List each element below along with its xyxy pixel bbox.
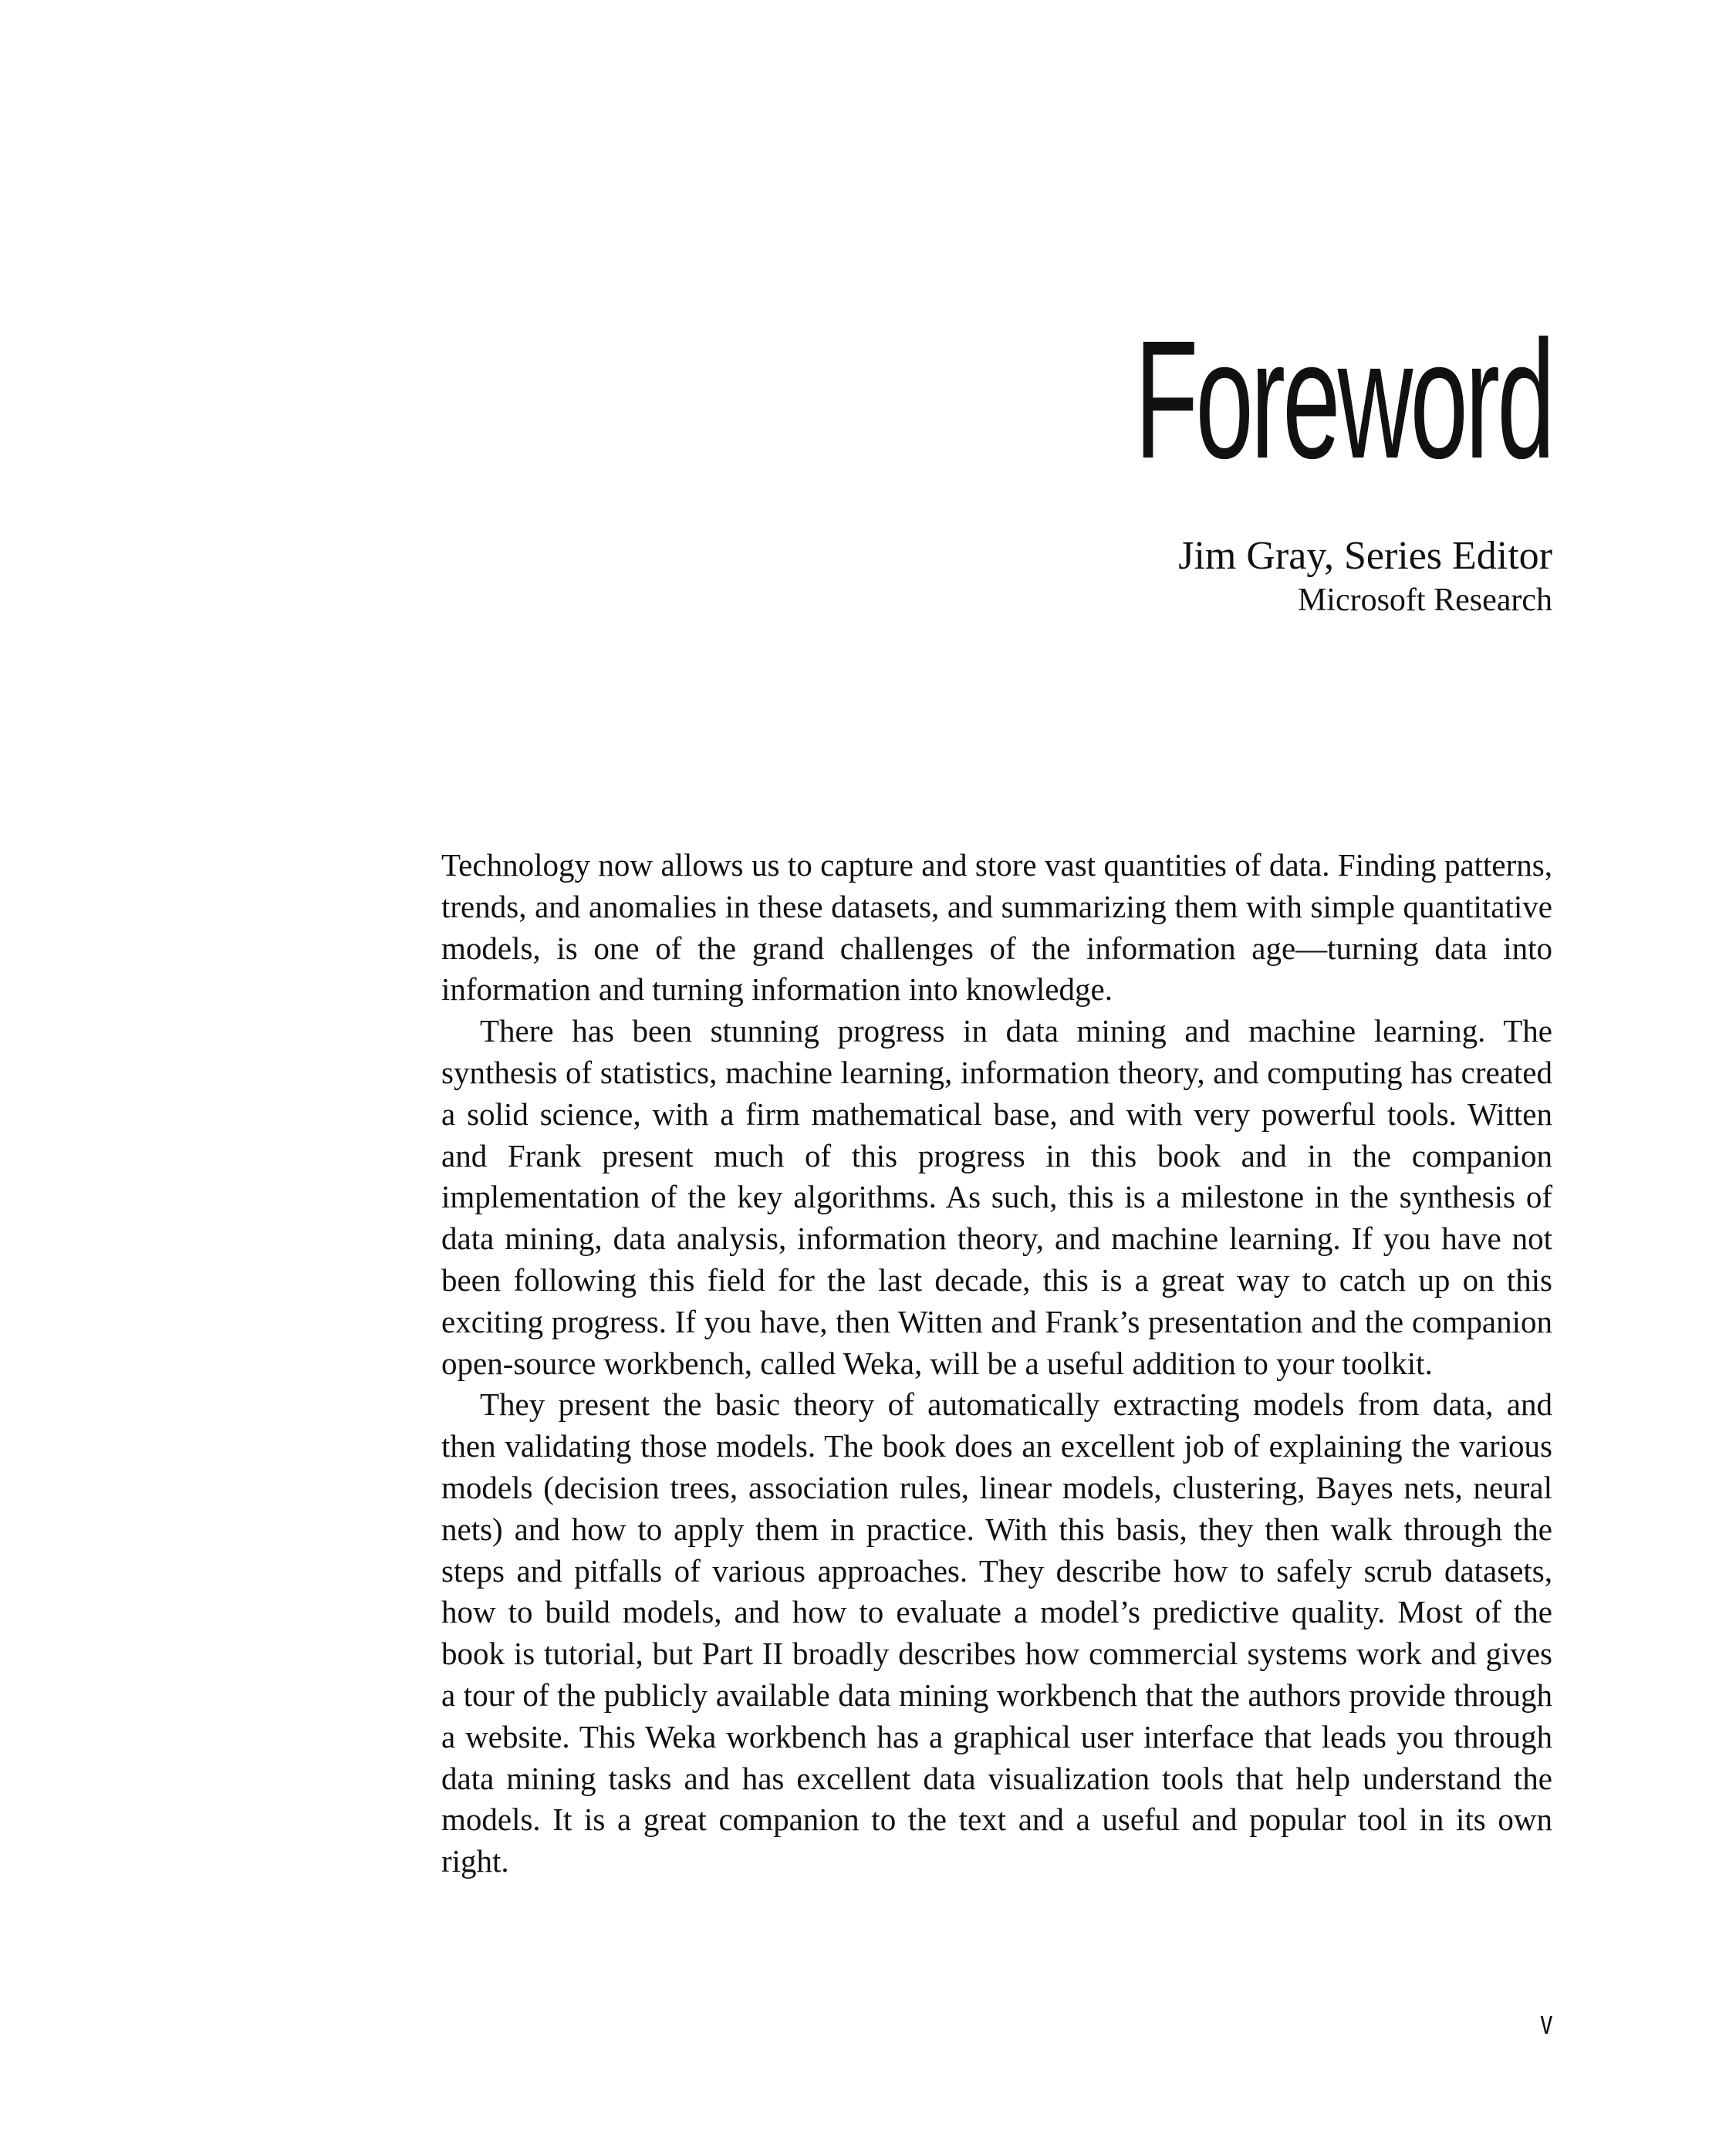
paragraph: They present the basic theory of automatically extracting models from data, and then validating those models. The book does an excellent job of explaining the various models (decision trees, association rules, linear models, clustering, Bayes nets, neural nets) and how to apply them in practice. With this basis, they then walk through the steps and pitfalls of various approaches. They describe how to safely scrub datasets, how to build models, and how to evaluate a model’s predictive quality. Most of the book is tutorial, but Part II broadly describes how commercial systems work and gives a tour of the publicly available data mining workbench that the authors provide through a website. This Weka workbench has a graphical user interface that leads you through data mining tasks and has excellent data visualization tools that help understand the models. It is a great companion to the text and a useful and popular tool in its own right. <box>441 1386 1552 1879</box>
author-affiliation: Microsoft Research <box>1297 583 1552 618</box>
paragraph: There has been stunning progress in data mining and machine learning. The synthesis of statistics, machine learning, information theory, and computing has created a solid science, with a firm mathematical base, and with very powerful tools. Witten and Frank present much of this progress in this book and in the companion implementation of the key algorithms. As such, this is a milestone in the synthesis of data mining, data analysis, information theory, and machine learning. If you have not been following this field for the last decade, this is a great way to catch up on this exciting progress. If you have, then Witten and Frank’s presentation and the companion open-source workbench, called Weka, will be a useful addition to your toolkit. <box>441 1013 1552 1381</box>
paragraph: Technology now allows us to capture and store vast quantities of data. Finding patterns, trends, and anomalies in these datasets, and summarizing them with simple quantitative models, is one of the grand challenges of the information age—turning data into information and turning information into knowledge. <box>441 847 1552 1008</box>
foreword-body <box>441 845 1552 1883</box>
page-number: v <box>1540 2004 1552 2041</box>
author-name: Jim Gray, Series Editor <box>1178 534 1552 578</box>
page-title: Foreword <box>1134 306 1552 494</box>
